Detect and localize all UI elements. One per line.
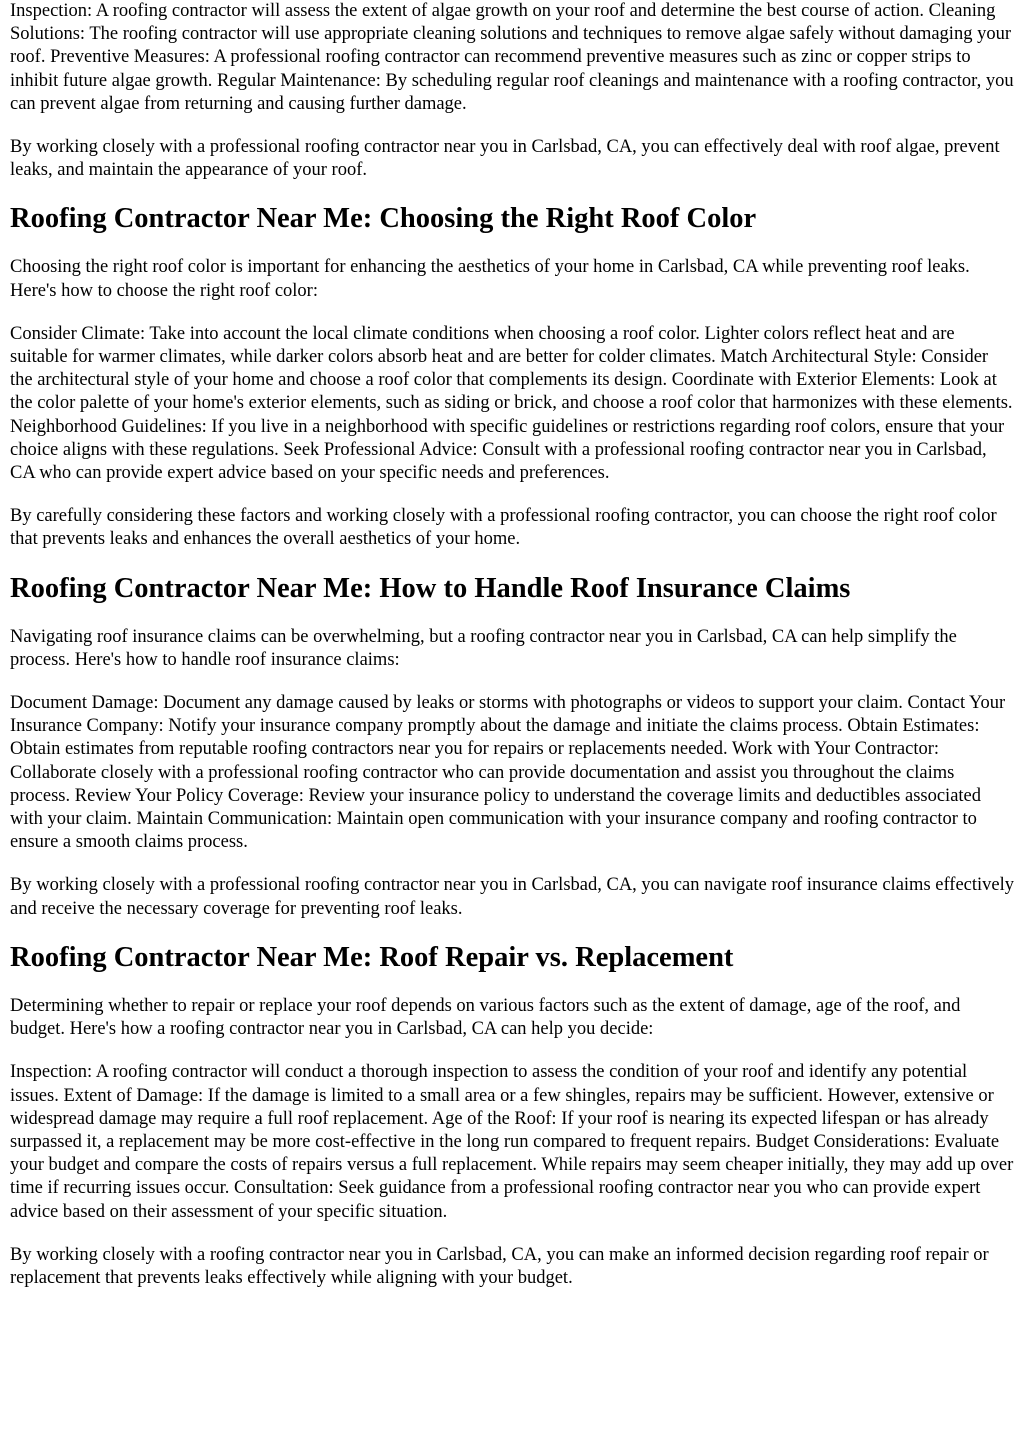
paragraph: Document Damage: Document any damage caused by leaks or storms with photographs or videos to support your claim. Contact Your Insurance Company: Notify your insurance company promptly about the damage and initiate the claims process. Obtain Estimates: Obtain estimates from reputable roofing contractors near you for repairs or replacements needed. Work with Your Contractor: Collaborate closely with a professional roofing contractor who can provide documentation and assist you throughout the claims process. Review Your Policy Coverage: Review your insurance policy to understand the coverage limits and deductibles associated with your claim. Maintain Communication: Maintain open communication with your insurance company and roofing contractor to ensure a smooth claims process. — [10, 693, 1006, 853]
section-insurance-claims — [10, 572, 1014, 921]
paragraph: Determining whether to repair or replace your roof depends on various factors such as the extent of damage, age of the roof, and budget. Here's how a roofing contractor near you in Carlsbad, CA can help you decide: — [10, 995, 961, 1040]
section-heading: Roofing Contractor Near Me: How to Handle Roof Insurance Claims — [10, 572, 851, 604]
section-algae-continued — [10, 0, 1014, 182]
paragraph: By working closely with a professional roofing contractor near you in Carlsbad, CA, you can effectively deal with roof algae, prevent leaks, and maintain the appearance of your roof. — [10, 137, 1000, 181]
paragraph: By working closely with a professional roofing contractor near you in Carlsbad, CA, you can navigate roof insurance claims effectively and receive the necessary coverage for preventing roof leaks. — [10, 875, 1015, 919]
paragraph: Inspection: A roofing contractor will assess the extent of algae growth on your roof and determine the best course of action. Cleaning Solutions: The roofing contractor will use appropriate cleaning solutions and techniques to remove algae safely without damaging your roof. Preventive Measures: A professional roofing contractor can recommend preventive measures such as zinc or copper strips to inhibit future algae growth. Regular Maintenance: By scheduling regular roof cleanings and maintenance with a roofing contractor, you can prevent algae from returning and causing further damage. — [10, 1, 1014, 114]
section-heading: Roofing Contractor Near Me: Roof Repair vs. Replacement — [10, 941, 734, 973]
section-roof-color — [10, 202, 1014, 551]
section-heading: Roofing Contractor Near Me: Choosing the Right Roof Color — [10, 203, 757, 235]
paragraph: By working closely with a roofing contractor near you in Carlsbad, CA, you can make an informed decision regarding roof repair or replacement that prevents leaks effectively while aligning with your budget. — [10, 1244, 989, 1288]
paragraph: Consider Climate: Take into account the local climate conditions when choosing a roof color. Lighter colors reflect heat and are suitable for warmer climates, while darker colors absorb heat and are better for colder climates. Match Architectural Style: Consider the architectural style of your home and choose a roof color that complements its design. Coordinate with Exterior Elements: Look at the color palette of your home's exterior elements, such as siding or brick, and choose a roof color that harmonizes with these elements. Neighborhood Guidelines: If you live in a neighborhood with specific guidelines or restrictions regarding roof colors, ensure that your choice aligns with these regulations. Seek Professional Advice: Consult with a professional roofing contractor near you in Carlsbad, CA who can provide expert advice based on your specific needs and preferences. — [10, 323, 1013, 484]
paragraph: Navigating roof insurance claims can be overwhelming, but a roofing contractor near you in Carlsbad, CA can help simplify the process. Here's how to handle roof insurance claims: — [10, 626, 957, 670]
paragraph: By carefully considering these factors and working closely with a professional roofing contractor, you can choose the right roof color that prevents leaks and enhances the overall aesthetics of your home. — [10, 506, 997, 550]
section-repair-vs-replacement — [10, 941, 1014, 1290]
paragraph: Choosing the right roof color is important for enhancing the aesthetics of your home in Carlsbad, CA while preventing roof leaks. Here's how to choose the right roof color: — [10, 257, 970, 301]
paragraph: Inspection: A roofing contractor will conduct a thorough inspection to assess the condition of your roof and identify any potential issues. Extent of Damage: If the damage is limited to a small area or a few shingles, repairs may be sufficient. However, extensive or widespread damage may require a full roof replacement. Age of the Roof: If your roof is nearing its expected lifespan or has already surpassed it, a replacement may be more cost-effective in the long run compared to frequent repairs. Budget Considerations: Evaluate your budget and compare the costs of repairs versus a full replacement. While repairs may seem cheaper initially, they may add up over time if recurring issues occur. Consultation: Seek guidance from a professional roofing contractor near you who can provide expert advice based on their assessment of your specific situation. — [10, 1062, 1014, 1222]
